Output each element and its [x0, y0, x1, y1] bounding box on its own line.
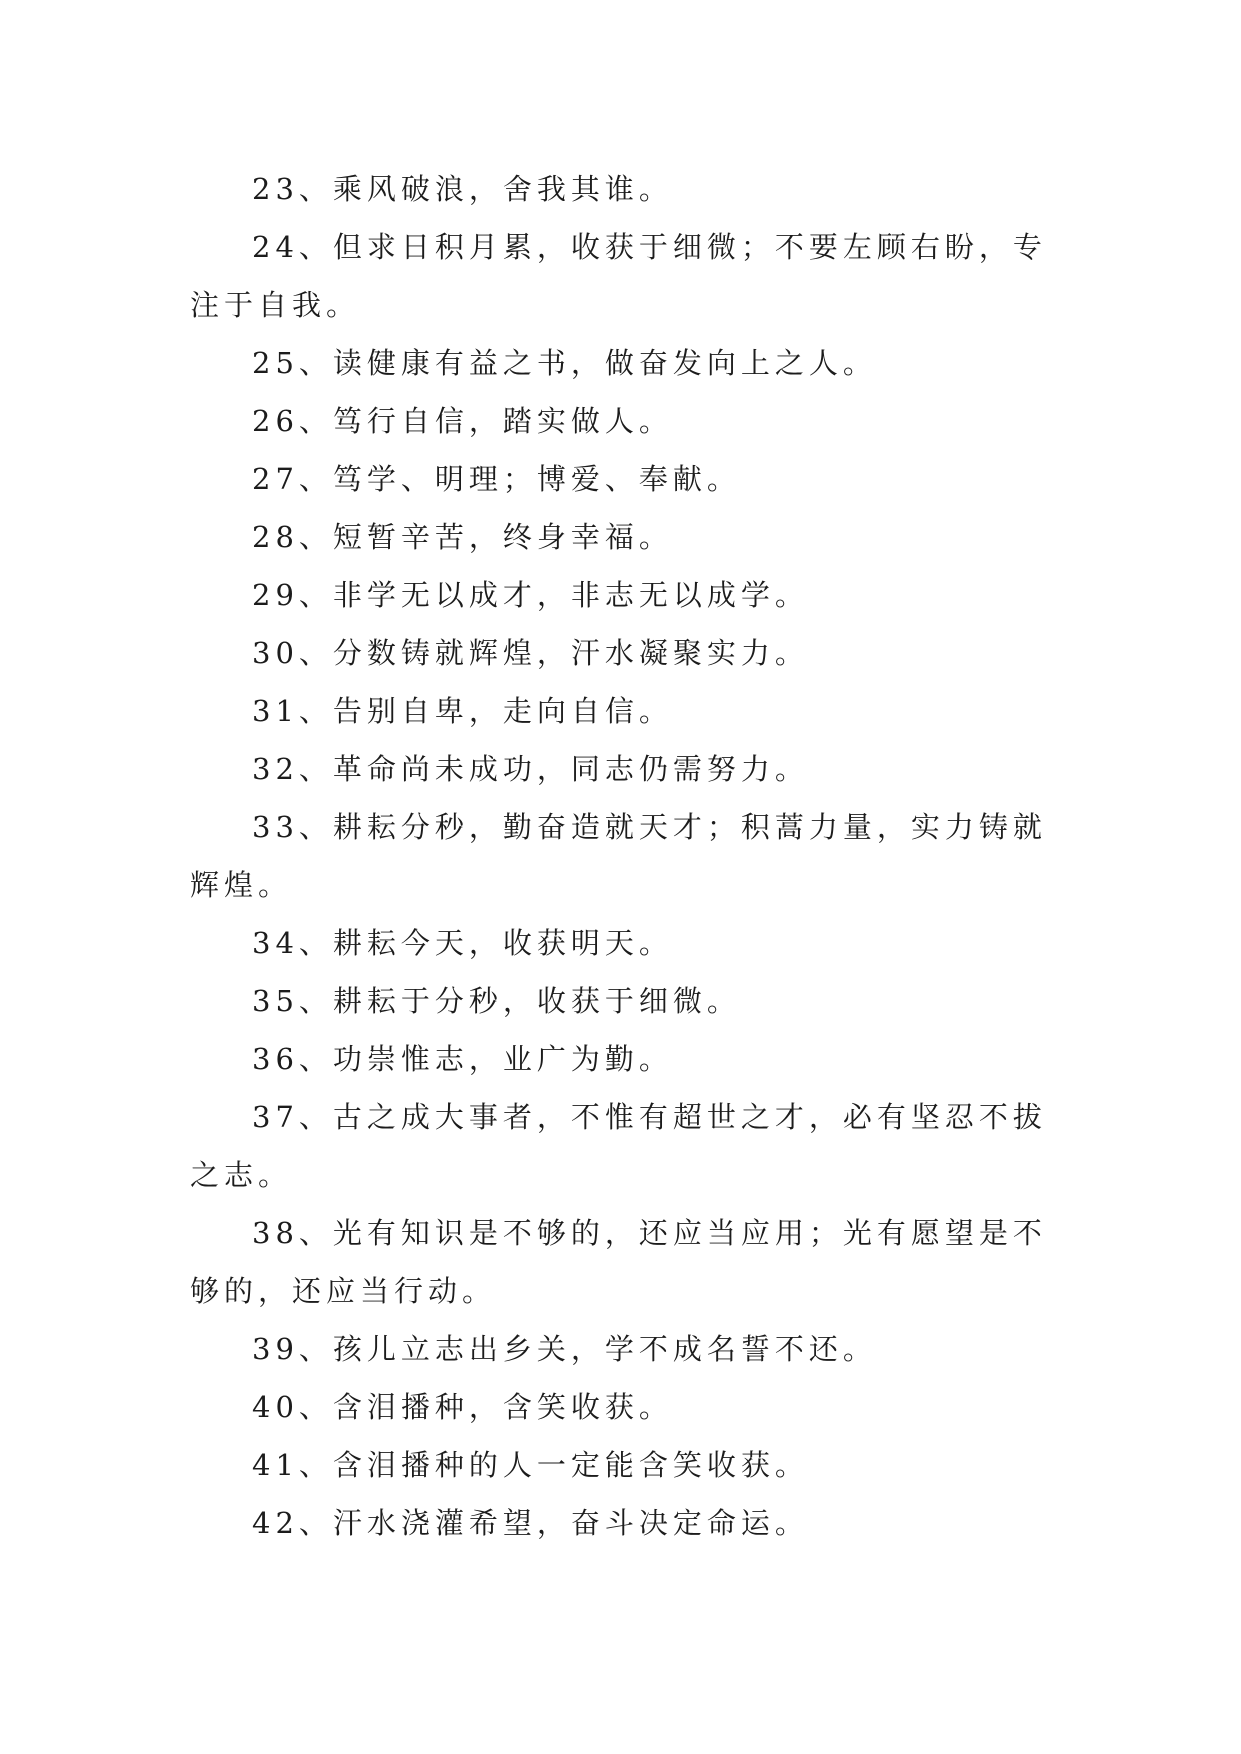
- motto-item: 39、孩儿立志出乡关，学不成名誓不还。: [252, 1332, 877, 1366]
- motto-item: 31、告别自卑，走向自信。: [252, 694, 673, 728]
- document-body: [190, 160, 1052, 1552]
- motto-item: 32、革命尚未成功，同志仍需努力。: [252, 752, 809, 786]
- motto-item: 28、短暂辛苦，终身幸福。: [252, 520, 673, 554]
- motto-item: 25、读健康有益之书，做奋发向上之人。: [252, 346, 877, 380]
- motto-item: 34、耕耘今天，收获明天。: [252, 926, 673, 960]
- motto-item: 29、非学无以成才，非志无以成学。: [252, 578, 809, 612]
- motto-item: 36、功崇惟志，业广为勤。: [252, 1042, 673, 1076]
- motto-item: 24、但求日积月累，收获于细微；不要左顾右盼，专注于自我。: [190, 230, 1047, 322]
- motto-item: 35、耕耘于分秒，收获于细微。: [252, 984, 741, 1018]
- motto-item: 26、笃行自信，踏实做人。: [252, 404, 673, 438]
- motto-item: 33、耕耘分秒，勤奋造就天才；积蒿力量，实力铸就辉煌。: [190, 810, 1047, 902]
- motto-item: 42、汗水浇灌希望，奋斗决定命运。: [252, 1506, 809, 1540]
- motto-item: 30、分数铸就辉煌，汗水凝聚实力。: [252, 636, 809, 670]
- motto-item: 37、古之成大事者，不惟有超世之才，必有坚忍不拔之志。: [190, 1100, 1047, 1192]
- motto-item: 27、笃学、明理；博爱、奉献。: [252, 462, 741, 496]
- motto-item: 41、含泪播种的人一定能含笑收获。: [252, 1448, 809, 1482]
- motto-item: 40、含泪播种，含笑收获。: [252, 1390, 673, 1424]
- motto-item: 38、光有知识是不够的，还应当应用；光有愿望是不够的，还应当行动。: [190, 1216, 1047, 1308]
- motto-item: 23、乘风破浪，舍我其谁。: [252, 172, 673, 206]
